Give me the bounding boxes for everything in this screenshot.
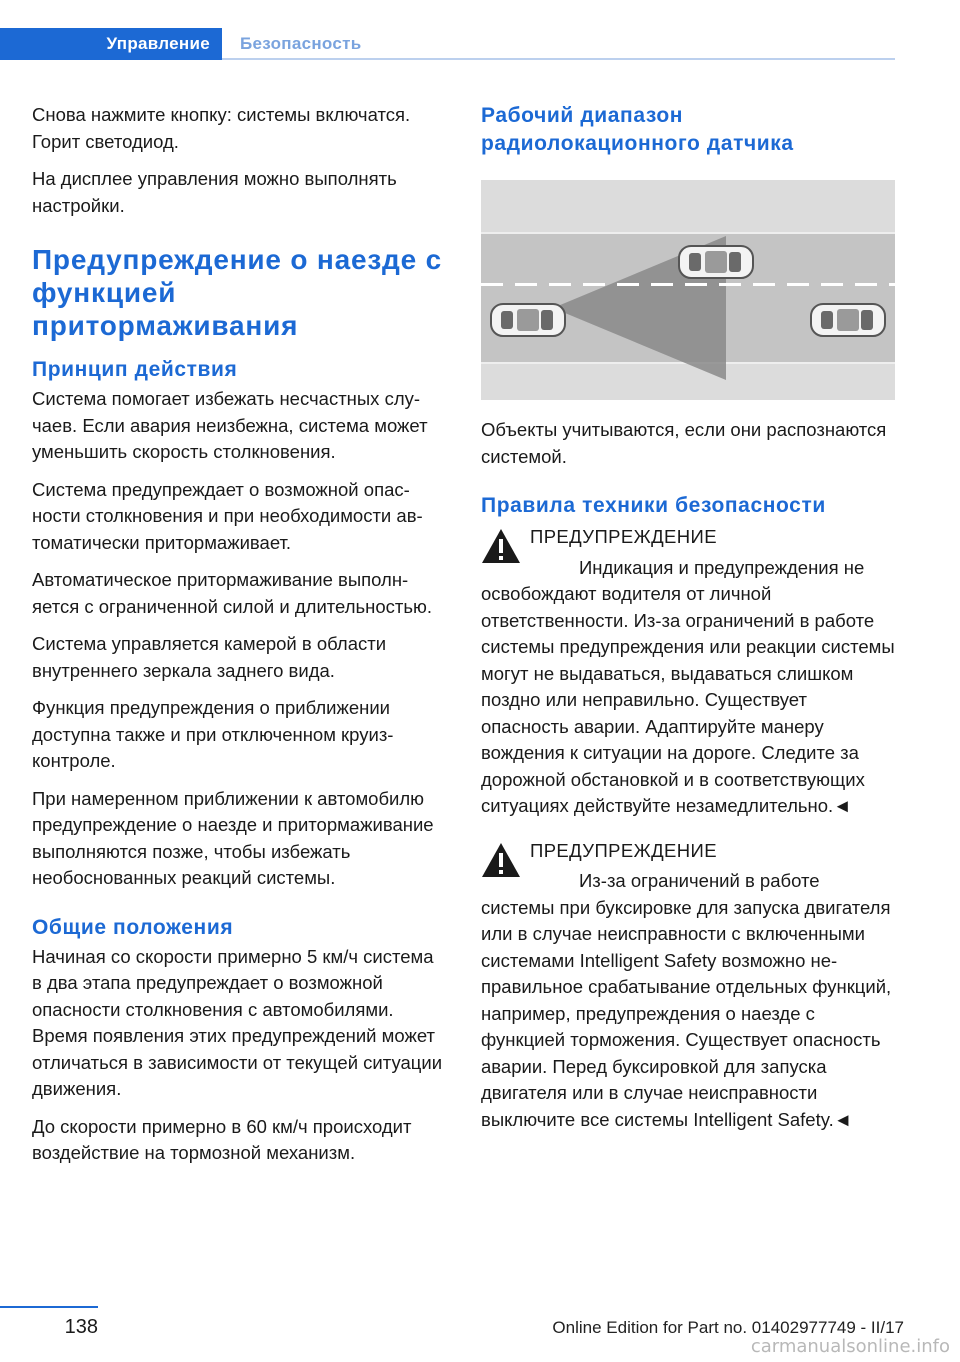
footer-divider xyxy=(0,1306,98,1308)
warning-triangle-icon xyxy=(481,528,521,564)
warning-text xyxy=(481,555,896,820)
left-column xyxy=(32,102,447,1178)
subsection-title-general: Общие положения xyxy=(32,915,234,939)
subsection-title-principle: Принцип действия xyxy=(32,358,238,381)
car-icon xyxy=(811,304,885,336)
section-title: Предупреждение о наезде с функцией притормаживания xyxy=(32,244,442,341)
paragraph: Система управляется камерой в области внутреннего зеркала заднего вида. xyxy=(32,633,387,681)
paragraph: Автоматическое притормаживание выполняется с ограниченной силой и длительностью. xyxy=(32,569,433,617)
subsection-title-radar-range: Рабочий диапазон радиолокационного датчика xyxy=(481,104,794,155)
radar-range-illustration xyxy=(481,180,895,400)
warning-text xyxy=(481,868,896,1133)
right-column xyxy=(481,102,896,1151)
warning-title: ПРЕДУПРЕЖДЕНИЕ xyxy=(530,526,717,547)
paragraph: До скорости примерно в 60 км/ч происходит воздействие на тормозной механизм. xyxy=(32,1115,412,1163)
page-number: 138 xyxy=(64,1316,98,1338)
figure-caption: Объекты учитываются, если они распознаются системой. xyxy=(481,419,887,467)
warning-block xyxy=(481,524,896,820)
paragraph: На дисплее управления можно выполнять настройки. xyxy=(32,168,397,216)
header-tabs xyxy=(0,28,895,60)
warning-text-content: Из-за ограничений в работе системы при буксировке для запуска двигателя или в случае неисправности с включенными системами Intelligent Safety возможно неправильное срабатывание отдельных функций, например, предупреждения о наезде с функцией торможения. Существует опасность аварии. Перед буксировкой для запуска двигателя или в случае неисправности выключите все системы Intelligent Safety.◄ xyxy=(481,870,892,1130)
watermark: carmanualsonline.info xyxy=(750,1336,950,1357)
warning-triangle-icon xyxy=(481,842,521,878)
paragraph: Функция предупреждения о приближении доступна также и при отключенном круиз-контроле. xyxy=(32,697,394,771)
warning-block xyxy=(481,838,896,1134)
car-icon xyxy=(491,304,565,336)
paragraph: Система помогает избежать несчастных случаев. Если авария неизбежна, система может уменьшить скорость столкновения. xyxy=(32,388,428,462)
tab-safety[interactable]: Безопасность xyxy=(240,34,362,53)
tab-control[interactable]: Управление xyxy=(0,28,222,60)
paragraph: При намеренном приближении к автомобилю предупреждение о наезде и притормаживание выполняются позже, чтобы избежать необоснованных реакций системы. xyxy=(32,787,434,888)
edition-info: Online Edition for Part no. 01402977749 - II/17 xyxy=(552,1318,904,1337)
warning-text-content: Индикация и предупреждения не освобождают водителя от личной ответственности. Из-за ограничений в работе системы предупреждения или реакции системы могут не выдаваться, выдаваться слишком поздно или неправильно. Существует опасность аварии. Адаптируйте манеру вождения к ситуации на дороге. Следите за дорожной обстановкой и в соответствующих ситуациях действуйте незамедлительно.◄ xyxy=(481,556,895,816)
warning-title: ПРЕДУПРЕЖДЕНИЕ xyxy=(530,839,717,861)
paragraph: Начиная со скорости примерно 5 км/ч система в два этапа предупреждает о возможной опасности столкновения с автомобилями. Время появления этих предупреждений может отличаться в зависимости от текущей ситуации движения. xyxy=(32,945,443,1099)
header-divider xyxy=(222,58,895,60)
paragraph: Система предупреждает о возможной опасности столкновения и при необходимости автоматически притормаживает. xyxy=(32,478,423,553)
subsection-title-safety: Правила техники безопасности xyxy=(481,494,826,517)
paragraph: Снова нажмите кнопку: системы включатся. Горит светодиод. xyxy=(32,104,411,152)
car-icon xyxy=(679,246,753,278)
